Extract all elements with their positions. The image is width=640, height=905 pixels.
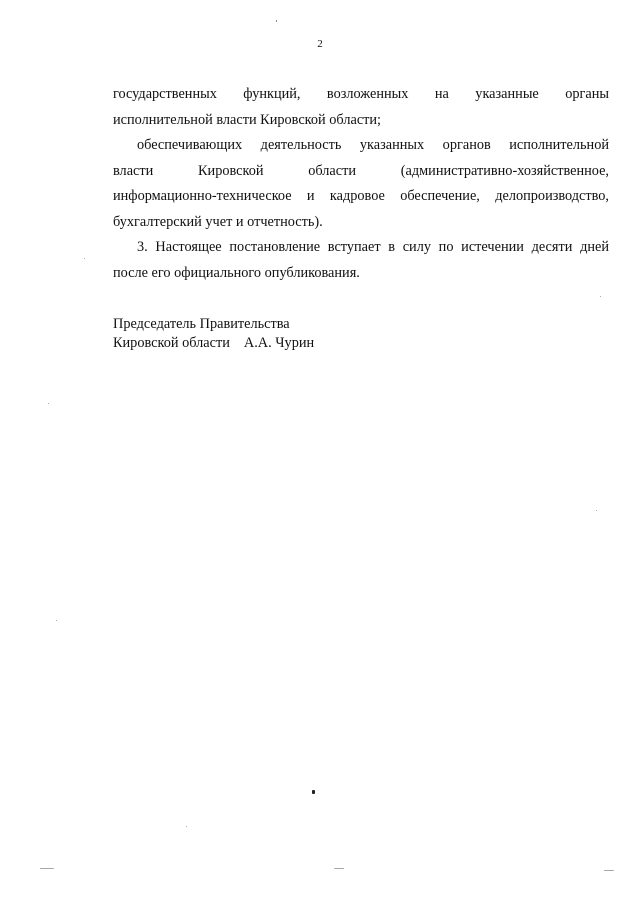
signatory-name: А.А. Чурин	[243, 335, 315, 351]
scan-speck	[40, 868, 54, 869]
scan-speck	[312, 790, 315, 794]
signature-block	[113, 315, 314, 353]
paragraph-line: информационно-техническое и кадровое обеспечение, делопроизводство,	[113, 188, 609, 204]
signatory-title: Председатель Правительства	[113, 316, 290, 332]
scan-speck	[84, 258, 85, 259]
scan-speck	[334, 868, 344, 869]
paragraph-line: после его официального опубликования.	[113, 264, 360, 281]
scan-speck	[600, 296, 601, 297]
paragraph-line: бухгалтерский учет и отчетность).	[113, 213, 323, 230]
paragraph-line: 3. Настоящее постановление вступает в силу по истечении десяти дней	[137, 239, 609, 255]
scan-speck	[596, 510, 597, 511]
paragraph-line: обеспечивающих деятельность указанных органов исполнительной	[137, 137, 609, 153]
scan-speck	[604, 870, 614, 871]
page-number: 2	[317, 38, 323, 50]
paragraph-line: государственных функций, возложенных на указанные органы	[113, 86, 609, 102]
paragraph-line: власти Кировской области (административно-хозяйственное,	[113, 162, 609, 179]
scan-speck	[186, 826, 187, 827]
scan-speck	[48, 403, 49, 404]
signatory-region: Кировской области	[113, 335, 230, 351]
scan-speck	[276, 20, 277, 22]
document-body	[113, 82, 609, 286]
scan-speck	[56, 620, 57, 621]
paragraph-line: исполнительной власти Кировской области;	[113, 111, 382, 128]
